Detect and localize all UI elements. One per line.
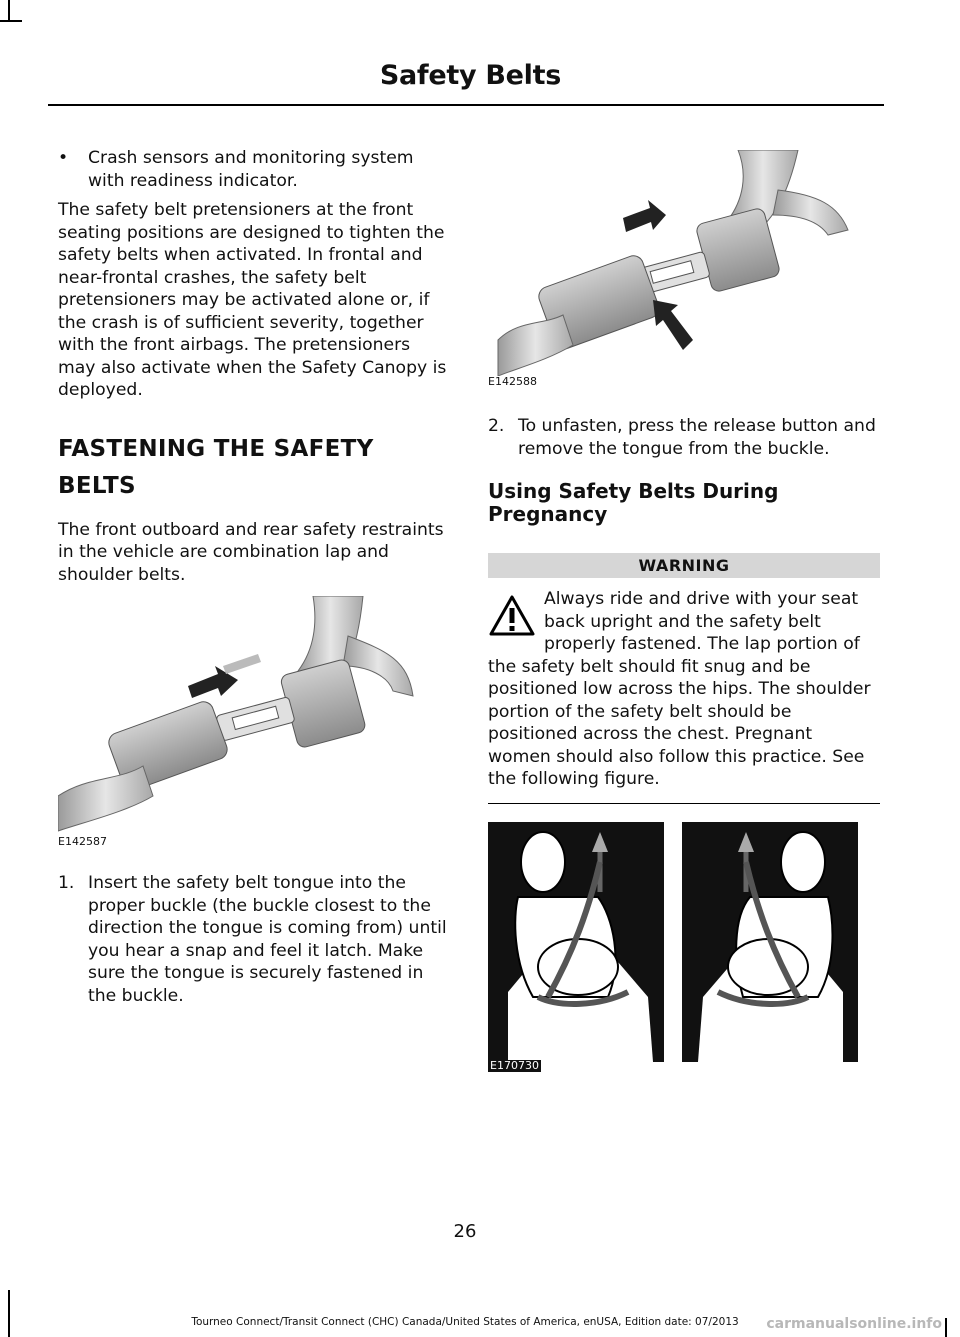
belt-tongue [280, 658, 367, 749]
pregnancy-panel-left [488, 822, 664, 1062]
step-1 [58, 872, 448, 1007]
crop-mark [945, 1318, 947, 1337]
warning-body [488, 588, 880, 791]
step-number: 1. [58, 873, 75, 893]
pregnancy-heading-line1: Using Safety Belts During [488, 479, 779, 503]
right-column [488, 415, 880, 804]
bullet-text: Crash sensors and monitoring system with readiness indicator. [88, 148, 414, 191]
section-heading [58, 434, 448, 501]
belt-webbing [773, 190, 848, 235]
fasten-illustration [58, 596, 448, 836]
pregnancy-heading [488, 480, 880, 526]
warning-divider [488, 803, 880, 804]
pregnancy-panel-right [682, 822, 858, 1062]
warning-label: WARNING [488, 553, 880, 578]
figure-code: E142588 [488, 375, 537, 388]
section-heading-line2: BELTS [58, 472, 136, 499]
intro-paragraph: The front outboard and rear safety restraints in the vehicle are combination lap and shoulder belts. [58, 519, 444, 585]
crop-mark [8, 1290, 10, 1337]
belt-webbing [498, 315, 573, 376]
watermark: carmanualsonline.info [766, 1316, 942, 1332]
step-text: To unfasten, press the release button and remove the tongue from the buckle. [518, 416, 876, 459]
figure-code: E142587 [58, 835, 107, 848]
pregnancy-illustration [488, 822, 860, 1064]
warning-box [488, 553, 880, 804]
pregnancy-heading-line2: Pregnancy [488, 502, 608, 526]
left-column [58, 147, 448, 1007]
bullet-marker: • [58, 148, 69, 168]
warning-triangle-icon [488, 594, 536, 638]
section-heading-line1: FASTENING THE SAFETY [58, 435, 374, 462]
belt-webbing [58, 766, 153, 831]
unfasten-figure [488, 150, 880, 388]
arrow-icon [653, 300, 693, 350]
footer-text: Tourneo Connect/Transit Connect (CHC) Canada/United States of America, enUSA, Edition date: 07/2013 [191, 1316, 739, 1328]
fasten-figure [58, 596, 448, 848]
header-divider [48, 104, 884, 106]
bullet-item [58, 147, 448, 192]
step-text: Insert the safety belt tongue into the proper buckle (the buckle closest to the direction the tongue is coming from) until you hear a snap and feel it latch. Make sure the tongue is securely fastened in the buckle. [88, 873, 447, 1006]
arrow-icon [623, 200, 666, 232]
step-2 [488, 415, 880, 460]
pretensioner-paragraph: The safety belt pretensioners at the front seating positions are designed to tighten the safety belts when activated. In frontal and near-frontal crashes, the safety belt pretensioners may be activated alone or, if the crash is of sufficient severity, together with the front airbags. The pretensioners may also activate when the Safety Canopy is deployed. [58, 200, 447, 400]
unfasten-illustration [488, 150, 880, 376]
pregnancy-figure [488, 822, 860, 1072]
page-number: 26 [453, 1221, 477, 1242]
warning-text: Always ride and drive with your seat back upright and the safety belt properly fastened. The lap portion of the safety belt should fit snug and be positioned low across the hips. The shoulder portion of the safety belt should be positioned across the chest. Pregnant women should also follow this practice. See the following figure. [488, 589, 871, 789]
crop-mark [8, 0, 10, 20]
figure-code: E170730 [490, 1059, 539, 1072]
crop-mark [0, 20, 22, 22]
page-header-title: Safety Belts [379, 60, 561, 91]
step-number: 2. [488, 416, 505, 436]
